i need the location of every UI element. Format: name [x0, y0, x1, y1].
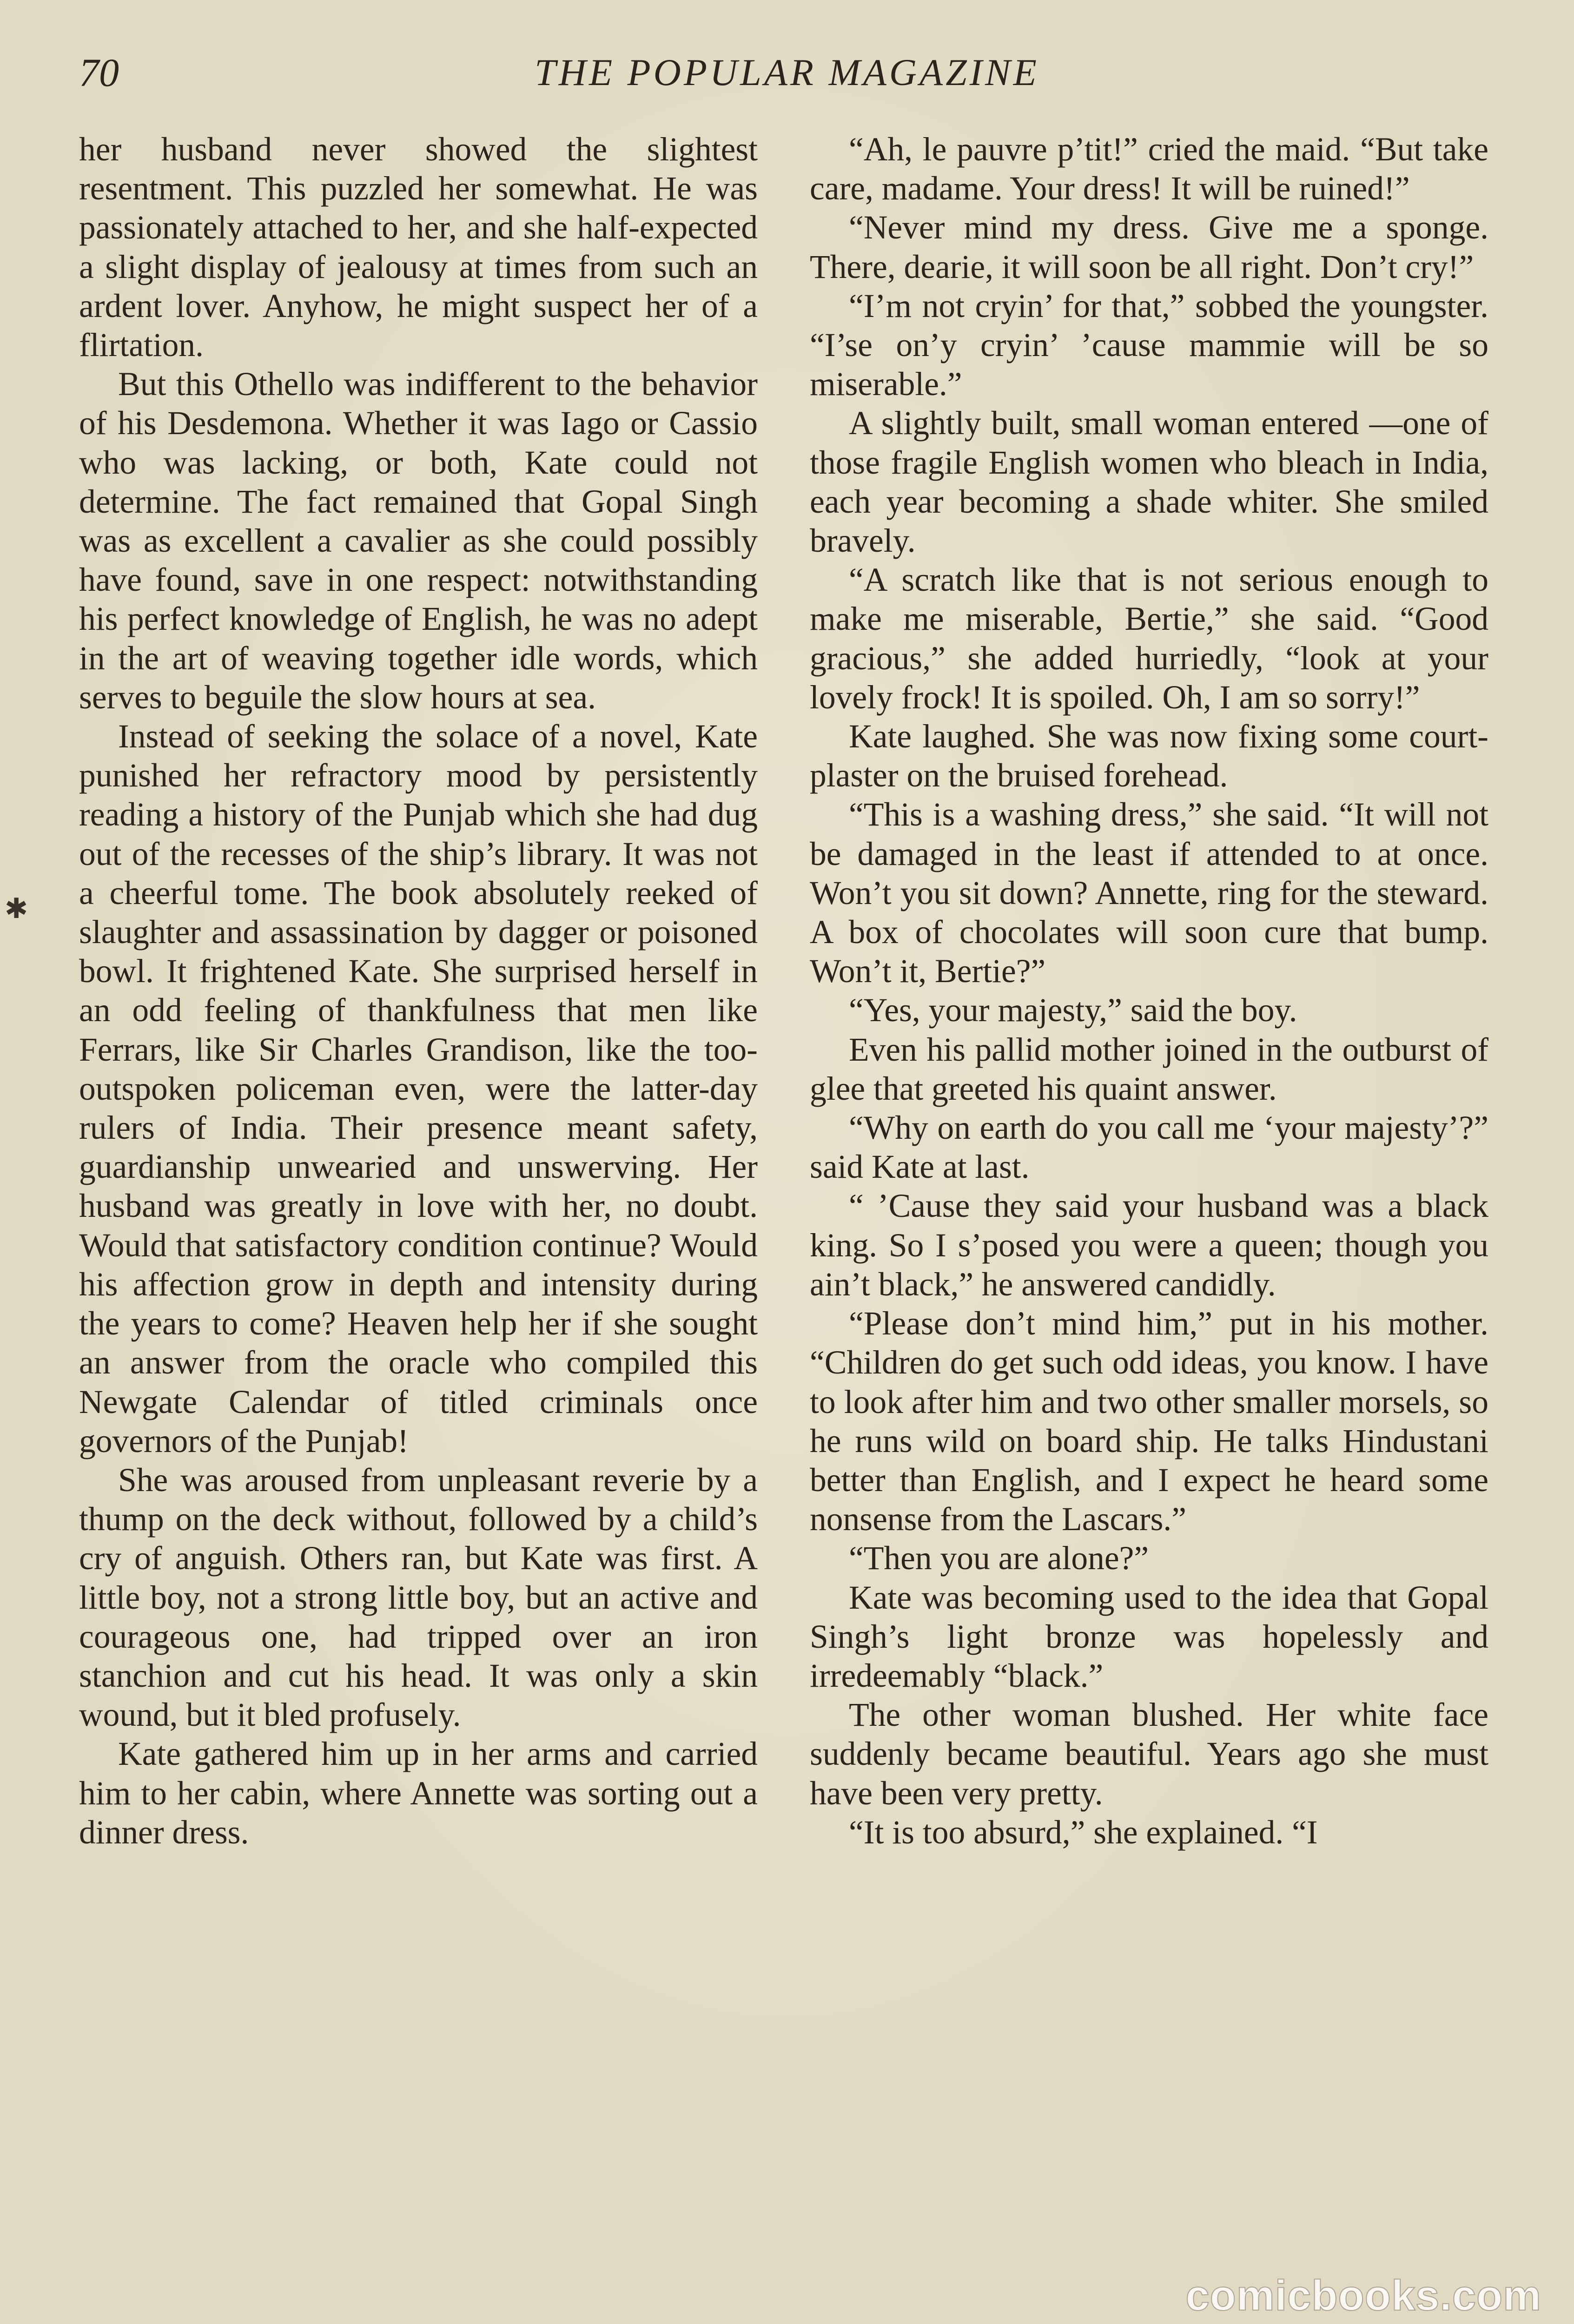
- paragraph: “Yes, your majesty,” said the boy.: [849, 992, 1297, 1029]
- right-text-column: [810, 130, 1488, 1852]
- paragraph: her husband never showed the slightest resentment. This puzzled her somewhat. He was passionately attached to her, and she half-expected a slight display of jealousy at times from such an ardent lover. Anyhow, he might suspect her of a flirtation.: [79, 131, 758, 364]
- page-header: [79, 45, 1495, 100]
- paragraph: A slightly built, small woman entered —one of those fragile English women who bleach in India, each year becoming a shade whiter. She smiled bravely.: [810, 405, 1488, 560]
- paragraph: “Never mind my dress. Give me a sponge. There, dearie, it will soon be all right. Don’t cry!”: [810, 209, 1488, 285]
- paragraph: “ ’Cause they said your husband was a black king. So I s’posed you were a queen; though you ain’t black,” he answered candidly.: [810, 1188, 1488, 1303]
- running-head: THE POPULAR MAGAZINE: [535, 51, 1039, 93]
- paragraph: “Then you are alone?”: [849, 1540, 1149, 1577]
- paragraph: Kate gathered him up in her arms and carried him to her cabin, where Annette was sorting out a dinner dress.: [79, 1736, 758, 1851]
- margin-speck: ✱: [5, 893, 28, 924]
- paragraph: “Ah, le pauvre p’tit!” cried the maid. “But take care, madame. Your dress! It will be ruined!”: [810, 131, 1488, 207]
- paragraph: “It is too absurd,” she explained. “I: [849, 1814, 1318, 1851]
- paragraph: “This is a washing dress,” she said. “It will not be damaged in the least if attended to at once. Won’t you sit down? Annette, ring for the steward. A box of chocolates will soon cure that bump. Won’t it, Bertie?”: [810, 796, 1488, 990]
- watermark: comicbooks.com: [1185, 2272, 1541, 2319]
- paragraph: “Please don’t mind him,” put in his mother. “Children do get such odd ideas, you know. I have to look after him and two other smaller morsels, so he runs wild on board ship. He talks Hindustani better than English, and I expect he heard some nonsense from the Lascars.”: [810, 1305, 1488, 1538]
- paragraph: “Why on earth do you call me ‘your majesty’?” said Kate at last.: [810, 1109, 1488, 1186]
- paragraph: Kate laughed. She was now fixing some court-plaster on the bruised forehead.: [810, 718, 1488, 794]
- paragraph: “A scratch like that is not serious enough to make me miserable, Bertie,” she said. “Good gracious,” she added hurriedly, “look at your lovely frock! It is spoiled. Oh, I am so sorry!”: [810, 561, 1488, 716]
- page-number: 70: [79, 50, 119, 95]
- paragraph: “I’m not cryin’ for that,” sobbed the youngster. “I’se on’y cryin’ ’cause mammie will be so miserable.”: [810, 287, 1488, 403]
- paragraph: But this Othello was indifferent to the behavior of his Desdemona. Whether it was Iago or Cassio who was lacking, or both, Kate could not determine. The fact remained that Gopal Singh was as excellent a cavalier as she could possibly have found, save in one respect: notwithstanding his perfect knowledge of English, he was no adept in the art of weaving together idle words, which serves to beguile the slow hours at sea.: [79, 366, 758, 716]
- paragraph: Instead of seeking the solace of a novel, Kate punished her refractory mood by persistently reading a history of the Punjab which she had dug out of the recesses of the ship’s library. It was not a cheerful tome. The book absolutely reeked of slaughter and assassination by dagger or poisoned bowl. It frightened Kate. She surprised herself in an odd feeling of thankfulness that men like Ferrars, like Sir Charles Grandison, like the too-outspoken policeman even, were the latter-day rulers of India. Their presence meant safety, guardianship unwearied and unswerving. Her husband was greatly in love with her, no doubt. Would that satisfactory condition continue? Would his affection grow in depth and intensity during the years to come? Heaven help her if she sought an answer from the oracle who compiled this Newgate Calendar of titled criminals once governors of the Punjab!: [79, 718, 758, 1459]
- left-text-column: [79, 130, 758, 1852]
- paragraph: She was aroused from unpleasant reverie by a thump on the deck without, followed by a child’s cry of anguish. Others ran, but Kate was first. A little boy, not a strong little boy, but an active and courageous one, had tripped over an iron stanchion and cut his head. It was only a skin wound, but it bled profusely.: [79, 1461, 758, 1734]
- paragraph: Even his pallid mother joined in the outburst of glee that greeted his quaint answer.: [810, 1031, 1488, 1107]
- paragraph: Kate was becoming used to the idea that Gopal Singh’s light bronze was hopelessly and irredeemably “black.”: [810, 1579, 1488, 1694]
- paragraph: The other woman blushed. Her white face suddenly became beautiful. Years ago she must have been very pretty.: [810, 1697, 1488, 1812]
